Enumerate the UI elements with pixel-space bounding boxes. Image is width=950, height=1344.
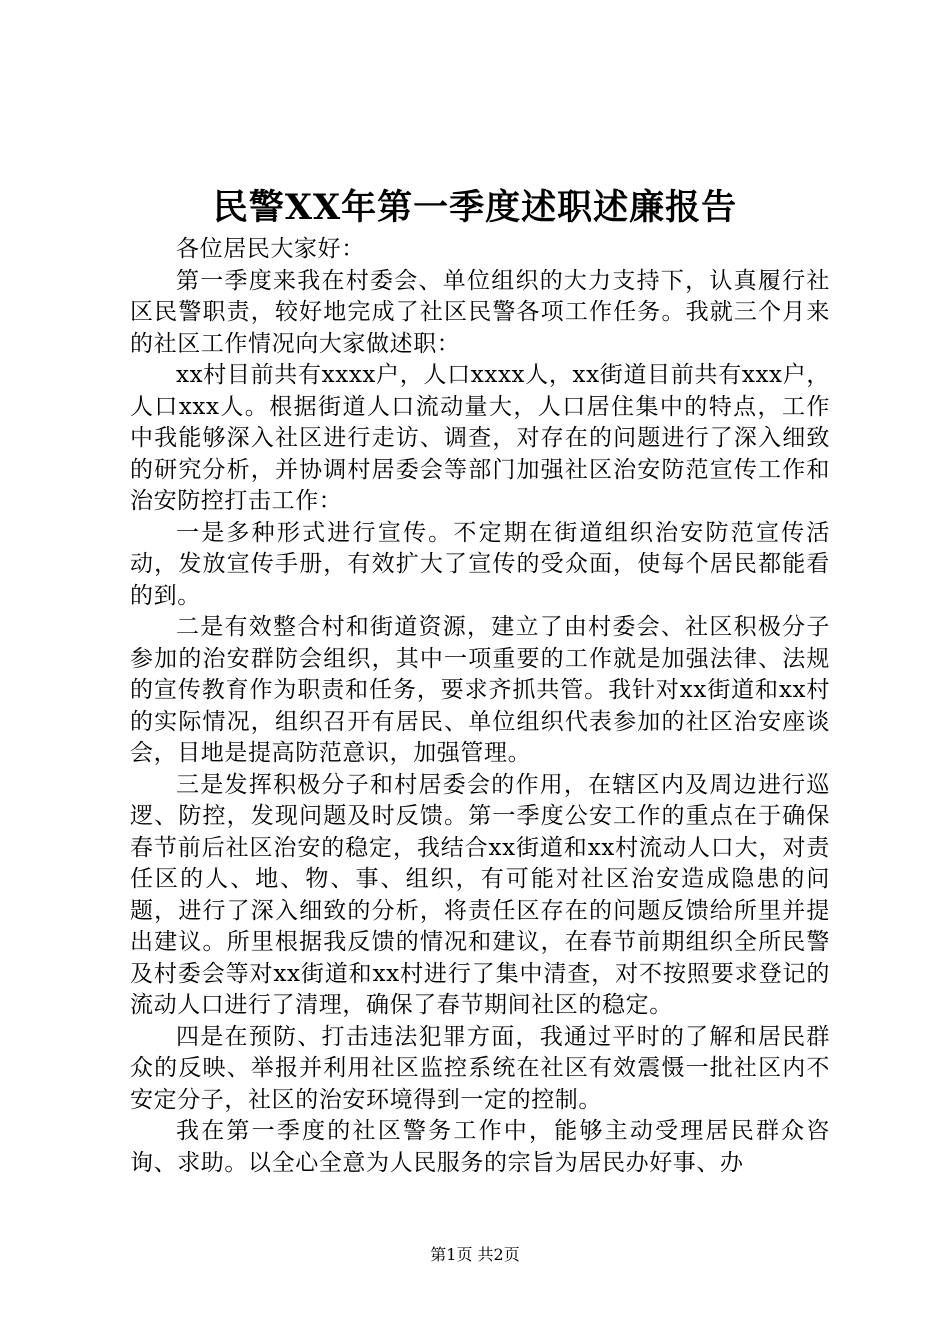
paragraph-overview: xx村目前共有xxxx户，人口xxxx人，xx街道目前共有xxx户，人口xxx人。根据街道人口流动量大，人口居住集中的特点，工作中我能够深入社区进行走访、调查，对存在的问题进行了深入细致的研究分析，并协调村居委会等部门加强社区治安防范宣传工作和治安防控打击工作：: [130, 362, 830, 514]
paragraph-item-4: 四是在预防、打击违法犯罪方面，我通过平时的了解和居民群众的反映、举报并利用社区监控系统在社区有效震慑一批社区内不安定分子，社区的治安环境得到一定的控制。: [130, 1023, 830, 1113]
paragraph-intro: 第一季度来我在村委会、单位组织的大力支持下，认真履行社区民警职责，较好地完成了社区民警各项工作任务。我就三个月来的社区工作情况向大家做述职：: [130, 267, 830, 357]
document-title: 民警XX年第一季度述职述廉报告: [212, 187, 738, 228]
paragraph-greeting: 各位居民大家好：: [176, 236, 365, 262]
paragraph-item-2: 二是有效整合村和街道资源，建立了由村委会、社区积极分子参加的治安群防会组织，其中一项重要的工作就是加强法律、法规的宣传教育作为职责和任务，要求齐抓共管。我针对xx街道和xx村的实际情况，组织召开有居民、单位组织代表参加的社区治安座谈会，目地是提高防范意识，加强管理。: [130, 614, 830, 766]
document-body: [130, 234, 830, 1179]
paragraph-item-1: 一是多种形式进行宣传。不定期在街道组织治安防范宣传活动，发放宣传手册，有效扩大了宣传的受众面，使每个居民都能看的到。: [130, 519, 830, 609]
paragraph-closing: 我在第一季度的社区警务工作中，能够主动受理居民群众咨询、求助。以全心全意为人民服务的宗旨为居民办好事、办: [130, 1118, 830, 1176]
paragraph-item-3: 三是发挥积极分子和村居委会的作用，在辖区内及周边进行巡逻、防控，发现问题及时反馈。第一季度公安工作的重点在于确保春节前后社区治安的稳定，我结合xx街道和xx村流动人口大，对责任区的人、地、物、事、组织，有可能对社区治安造成隐患的问题，进行了深入细致的分析，将责任区存在的问题反馈给所里并提出建议。所里根据我反馈的情况和建议，在春节前期组织全所民警及村委会等对xx街道和xx村进行了集中清查，对不按照要求登记的流动人口进行了清理，确保了春节期间社区的稳定。: [130, 771, 830, 1018]
page-footer: 第1页 共2页: [430, 1245, 520, 1264]
